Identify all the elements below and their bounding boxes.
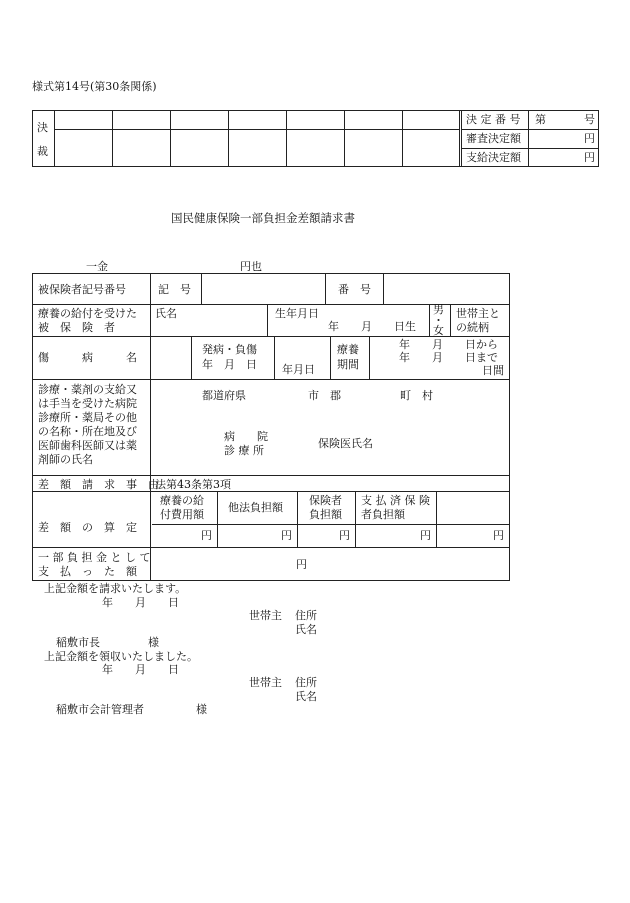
facility-label-2: は手当を受けた病院	[38, 397, 137, 410]
decision-number-label: 決 定 番 号	[466, 113, 521, 126]
period-label-1: 療養	[337, 343, 359, 356]
calc-col3-line1: 保険者	[309, 494, 342, 507]
calc-col1-line2: 付費用額	[160, 508, 204, 521]
reason-label: 差 額 請 求 事 由	[38, 478, 159, 491]
relation-label-1: 世帯主と	[456, 307, 500, 320]
receipt-name: 氏名	[295, 690, 317, 703]
onset-label: 発病・負傷	[202, 343, 257, 356]
clinic-label: 診 療 所	[224, 444, 264, 457]
amount-suffix: 円也	[240, 260, 262, 273]
period-days: 日間	[482, 364, 504, 377]
receipt-householder: 世帯主	[249, 676, 282, 689]
paid-label-1: 一 部 負 担 金 と し て	[38, 551, 151, 564]
sex-dot: ・	[433, 314, 444, 327]
town-label: 町 村	[400, 389, 433, 402]
recipient-label-1: 療養の給付を受けた	[38, 307, 137, 320]
approval-label-1: 決	[37, 121, 48, 134]
approval-label-2: 裁	[37, 145, 48, 158]
period-from: 年 月 日から	[399, 338, 498, 351]
treasurer-label: 稲敷市会計管理者	[56, 703, 144, 716]
receipt-address: 住所	[295, 676, 317, 689]
mayor-sama: 様	[148, 636, 159, 649]
mayor-label: 稲敷市長	[56, 636, 100, 649]
facility-label-4: の名称・所在地及び	[38, 425, 137, 438]
calc-col4-yen: 円	[420, 529, 431, 542]
treasurer-sama: 様	[196, 703, 207, 716]
birthdate-label: 生年月日	[275, 307, 319, 320]
calc-col4-line1: 支 払 済 保 険	[361, 494, 430, 507]
decision-number-suffix: 号	[584, 113, 595, 126]
amount-prefix: 一金	[86, 260, 108, 273]
calc-col1-yen: 円	[201, 529, 212, 542]
request-text: 上記金額を請求いたします。	[44, 582, 187, 595]
prefecture-label: 都道府県	[202, 389, 246, 402]
symbol-label: 記 号	[158, 283, 191, 296]
request-name: 氏名	[295, 623, 317, 636]
receipt-text: 上記金額を領収いたしました。	[44, 650, 198, 663]
number-label: 番 号	[338, 283, 371, 296]
facility-label-1: 診療・薬剤の支給又	[38, 383, 137, 396]
review-amount-label: 審査決定額	[466, 132, 521, 145]
facility-label-5: 医師歯科医師又は薬	[38, 439, 137, 452]
relation-label-2: の続柄	[456, 321, 489, 334]
illness-label: 傷 病 名	[38, 351, 137, 364]
review-amount-yen: 円	[584, 132, 595, 145]
period-label-2: 期間	[337, 358, 359, 371]
request-date: 年 月 日	[102, 596, 179, 609]
document-title: 国民健康保険一部負担金差額請求書	[171, 211, 355, 225]
facility-label-3: 診療所・薬局その他	[38, 411, 137, 424]
calc-col5-yen: 円	[493, 529, 504, 542]
name-label: 氏名	[155, 307, 177, 320]
hospital-label: 病 院	[224, 430, 268, 443]
birthdate-value: 年 月 日生	[328, 320, 416, 333]
payment-amount-label: 支給決定額	[466, 151, 521, 164]
facility-label-6: 剤師の氏名	[38, 453, 93, 466]
onset-date: 年 月 日	[202, 358, 257, 371]
insured-symbol-number-label: 被保険者記号番号	[38, 283, 126, 296]
payment-amount-yen: 円	[584, 151, 595, 164]
recipient-label-2: 被 保 険 者	[38, 321, 115, 334]
period-to: 年 月 日まで	[399, 351, 498, 364]
request-householder: 世帯主	[249, 609, 282, 622]
receipt-date: 年 月 日	[102, 663, 179, 676]
calc-col3-yen: 円	[339, 529, 350, 542]
doctor-name-label: 保険医氏名	[318, 437, 373, 450]
calc-col3-line2: 負担額	[309, 508, 342, 521]
calc-col4-line2: 者負担額	[361, 508, 405, 521]
request-address: 住所	[295, 609, 317, 622]
paid-label-2: 支 払 っ た 額	[38, 565, 137, 578]
reason-value: 法第43条第3項	[155, 478, 231, 491]
paid-yen: 円	[296, 558, 307, 571]
calc-col1-line1: 療養の給	[160, 494, 204, 507]
sex-male: 男	[433, 303, 444, 316]
calc-col2: 他法負担額	[228, 501, 283, 514]
decision-number-prefix: 第	[535, 113, 546, 126]
calc-col2-yen: 円	[281, 529, 292, 542]
onset-ymd: 年月日	[282, 363, 315, 376]
city-label: 市 郡	[308, 389, 341, 402]
calc-label: 差 額 の 算 定	[38, 521, 137, 534]
sex-female: 女	[433, 324, 444, 337]
form-number: 様式第14号(第30条関係)	[32, 80, 157, 93]
